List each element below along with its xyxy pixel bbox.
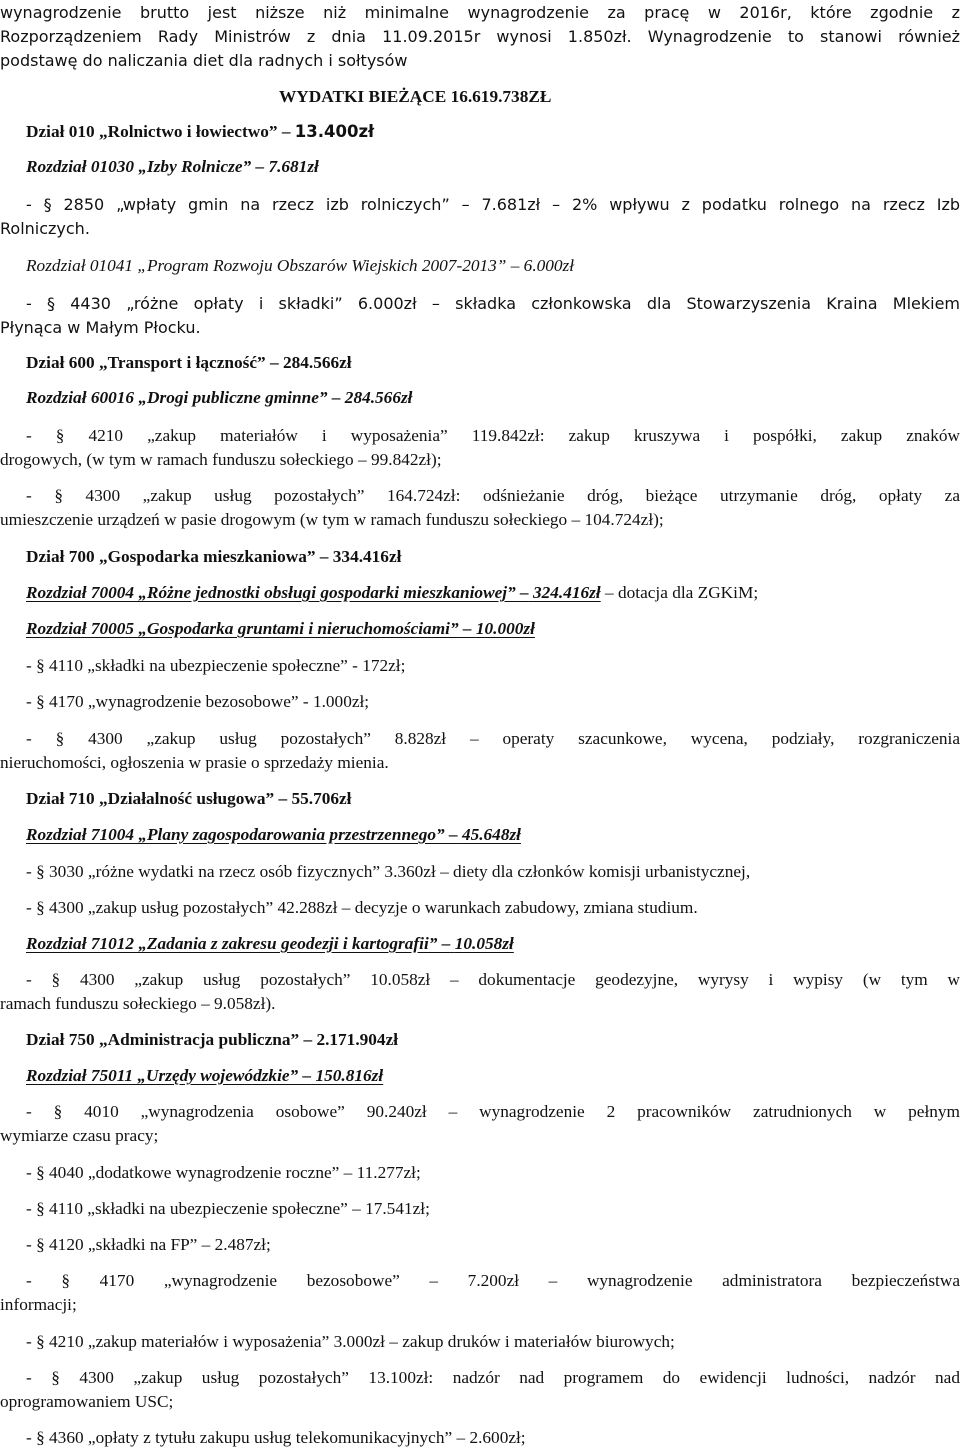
heading-tail: – dotacja dla ZGKiM; [600,583,759,602]
heading-amount: 150.816zł [315,1066,384,1085]
dzial-600-heading [26,350,352,375]
paragraph-4300d-line-2: ramach funduszu sołeckiego – 9.058zł). [0,994,276,1013]
paragraph-4300d-line-1: - § 4300 „zakup usług pozostałych” 10.058zł – dokumentacje geodezyjne, wyrysy i wypisy (w tym w [26,970,960,989]
rozdzial-71004-heading [26,822,521,847]
rozdzial-01041-heading [26,253,574,278]
heading-amount: 2.171.904zł [316,1030,399,1049]
paragraph-4300e-line-2: oprogramowaniem USC; [0,1392,174,1411]
paragraph-4300-line-1: - § 4300 „zakup usług pozostałych” 164.724zł: odśnieżanie dróg, bieżące utrzymanie dróg, opłaty za [26,486,960,505]
heading-amount: 13.400zł [294,122,375,141]
heading-amount: 324.416zł [533,583,601,602]
heading-amount: 6.000zł [523,256,575,275]
paragraph-4010-line-2: wymiarze czasu pracy; [0,1126,159,1145]
section-title: WYDATKI BIEŻĄCE 16.619.738ZŁ [279,87,552,106]
rozdzial-70005-heading [26,616,535,641]
heading-text: Rozdział 70005 „Gospodarka gruntami i nieruchomościami” – [26,619,472,638]
paragraph-3030-line-1: - § 3030 „różne wydatki na rzecz osób fizycznych” 3.360zł – diety dla członków komisji urbanistycznej, [26,862,751,881]
paragraph-4210b-line-1: - § 4210 „zakup materiałów i wyposażenia” 3.000zł – zakup druków i materiałów biurowych; [26,1332,675,1351]
heading-text: Rozdział 71012 „Zadania z zakresu geodezji i kartografii” – [26,934,451,953]
heading-text: Rozdział 70004 „Różne jednostki obsługi gospodarki mieszkaniowej” – [26,583,529,602]
paragraph-2850-line-1: - § 2850 „wpłaty gmin na rzecz izb rolniczych” – 7.681zł – 2% wpływu z podatku rolnego na rzecz Izb [26,195,960,214]
paragraph-2850-line-2: Rolniczych. [0,219,90,238]
paragraph-4300b-line-2: nieruchomości, ogłoszenia w prasie o sprzedaży mienia. [0,753,389,772]
paragraph-4170b-line-1: - § 4170 „wynagrodzenie bezosobowe” – 7.200zł – wynagrodzenie administratora bezpieczeństwa [26,1271,960,1290]
paragraph-4170b-line-2: informacji; [0,1295,77,1314]
rozdzial-01030-heading: Rozdział 01030 „Izby Rolnicze” – 7.681zł [26,157,319,176]
heading-text: Rozdział 01030 „Izby Rolnicze” [26,157,252,176]
paragraph-4300-line-2: umieszczenie urządzeń w pasie drogowym (w tym w ramach funduszu sołeckiego – 104.724zł); [0,510,664,529]
paragraph-4170-line-1: - § 4170 „wynagrodzenie bezosobowe” - 1.000zł; [26,692,370,711]
intro-line-2: Rozporządzeniem Rady Ministrów z dnia 11.09.2015r wynosi 1.850zł. Wynagrodzenie to stanowi również [0,27,960,46]
heading-text: Rozdział 71004 „Plany zagospodarowania przestrzennego” – [26,825,458,844]
heading-text: Dział 750 „Administracja publiczna” – [26,1030,313,1049]
paragraph-4120-line-1: - § 4120 „składki na FP” – 2.487zł; [26,1235,271,1254]
dzial-010-heading: Dział 010 „Rolnictwo i łowiectwo” – 13.400zł [26,122,375,141]
paragraph-4040-line-1: - § 4040 „dodatkowe wynagrodzenie roczne” – 11.277zł; [26,1163,421,1182]
heading-amount: 284.566zł [344,388,413,407]
heading-text: Rozdział 60016 „Drogi publiczne gminne” – [26,388,341,407]
heading-amount: 10.000zł [475,619,535,638]
paragraph-4210-line-2: drogowych, (w tym w ramach funduszu sołeckiego – 99.842zł); [0,450,442,469]
paragraph-4210-line-1: - § 4210 „zakup materiałów i wyposażenia” 119.842zł: zakup kruszywa i pospółki, zakup znaków [26,426,960,445]
paragraph-4300e-line-1: - § 4300 „zakup usług pozostałych” 13.100zł: nadzór nad programem do ewidencji ludności, nadzór nad [26,1368,960,1387]
heading-text: Rozdział 75011 „Urzędy wojewódzkie” – [26,1066,312,1085]
heading-text: Dział 600 „Transport i łączność” – [26,353,279,372]
heading-text: Dział 700 „Gospodarka mieszkaniowa” – [26,547,329,566]
paragraph-4360-line-1: - § 4360 „opłaty z tytułu zakupu usług telekomunikacyjnych” – 2.600zł; [26,1428,526,1447]
heading-amount: 55.706zł [291,789,352,808]
paragraph-4430-line-2: Płynąca w Małym Płocku. [0,318,201,337]
paragraph-4300c-line-1: - § 4300 „zakup usług pozostałych” 42.288zł – decyzje o warunkach zabudowy, zmiana studium. [26,898,698,917]
intro-line-1: wynagrodzenie brutto jest niższe niż minimalne wynagrodzenie za pracę w 2016r, które zgodnie z [0,3,960,22]
rozdzial-70004-heading [26,580,758,605]
heading-amount: 7.681zł [268,157,319,176]
heading-text: Dział 010 „Rolnictwo i łowiectwo” [26,122,278,141]
rozdzial-60016-heading [26,385,413,410]
dzial-750-heading [26,1027,398,1052]
heading-amount: 10.058zł [454,934,514,953]
heading-amount: 284.566zł [282,353,352,372]
paragraph-4300b-line-1: - § 4300 „zakup usług pozostałych” 8.828zł – operaty szacunkowe, wycena, podziały, rozgraniczenia [26,729,960,748]
heading-amount: 334.416zł [332,547,402,566]
heading-amount: 45.648zł [461,825,521,844]
dzial-700-heading [26,544,401,569]
paragraph-4110b-line-1: - § 4110 „składki na ubezpieczenie społeczne” – 17.541zł; [26,1199,430,1218]
intro-line-3: podstawę do naliczania diet dla radnych i sołtysów [0,51,408,70]
paragraph-4430-line-1: - § 4430 „różne opłaty i składki” 6.000zł – składka członkowska dla Stowarzyszenia Kraina Mlekiem [26,294,960,313]
paragraph-4010-line-1: - § 4010 „wynagrodzenia osobowe” 90.240zł – wynagrodzenie 2 pracowników zatrudnionych w pełnym [26,1102,960,1121]
heading-text: Dział 710 „Działalność usługowa” – [26,789,288,808]
paragraph-4110-line-1: - § 4110 „składki na ubezpieczenie społeczne” - 172zł; [26,656,406,675]
rozdzial-75011-heading [26,1063,383,1088]
rozdzial-71012-heading [26,931,514,956]
dzial-710-heading [26,786,351,811]
heading-text: Rozdział 01041 „Program Rozwoju Obszarów Wiejskich 2007-2013” – [26,256,520,275]
